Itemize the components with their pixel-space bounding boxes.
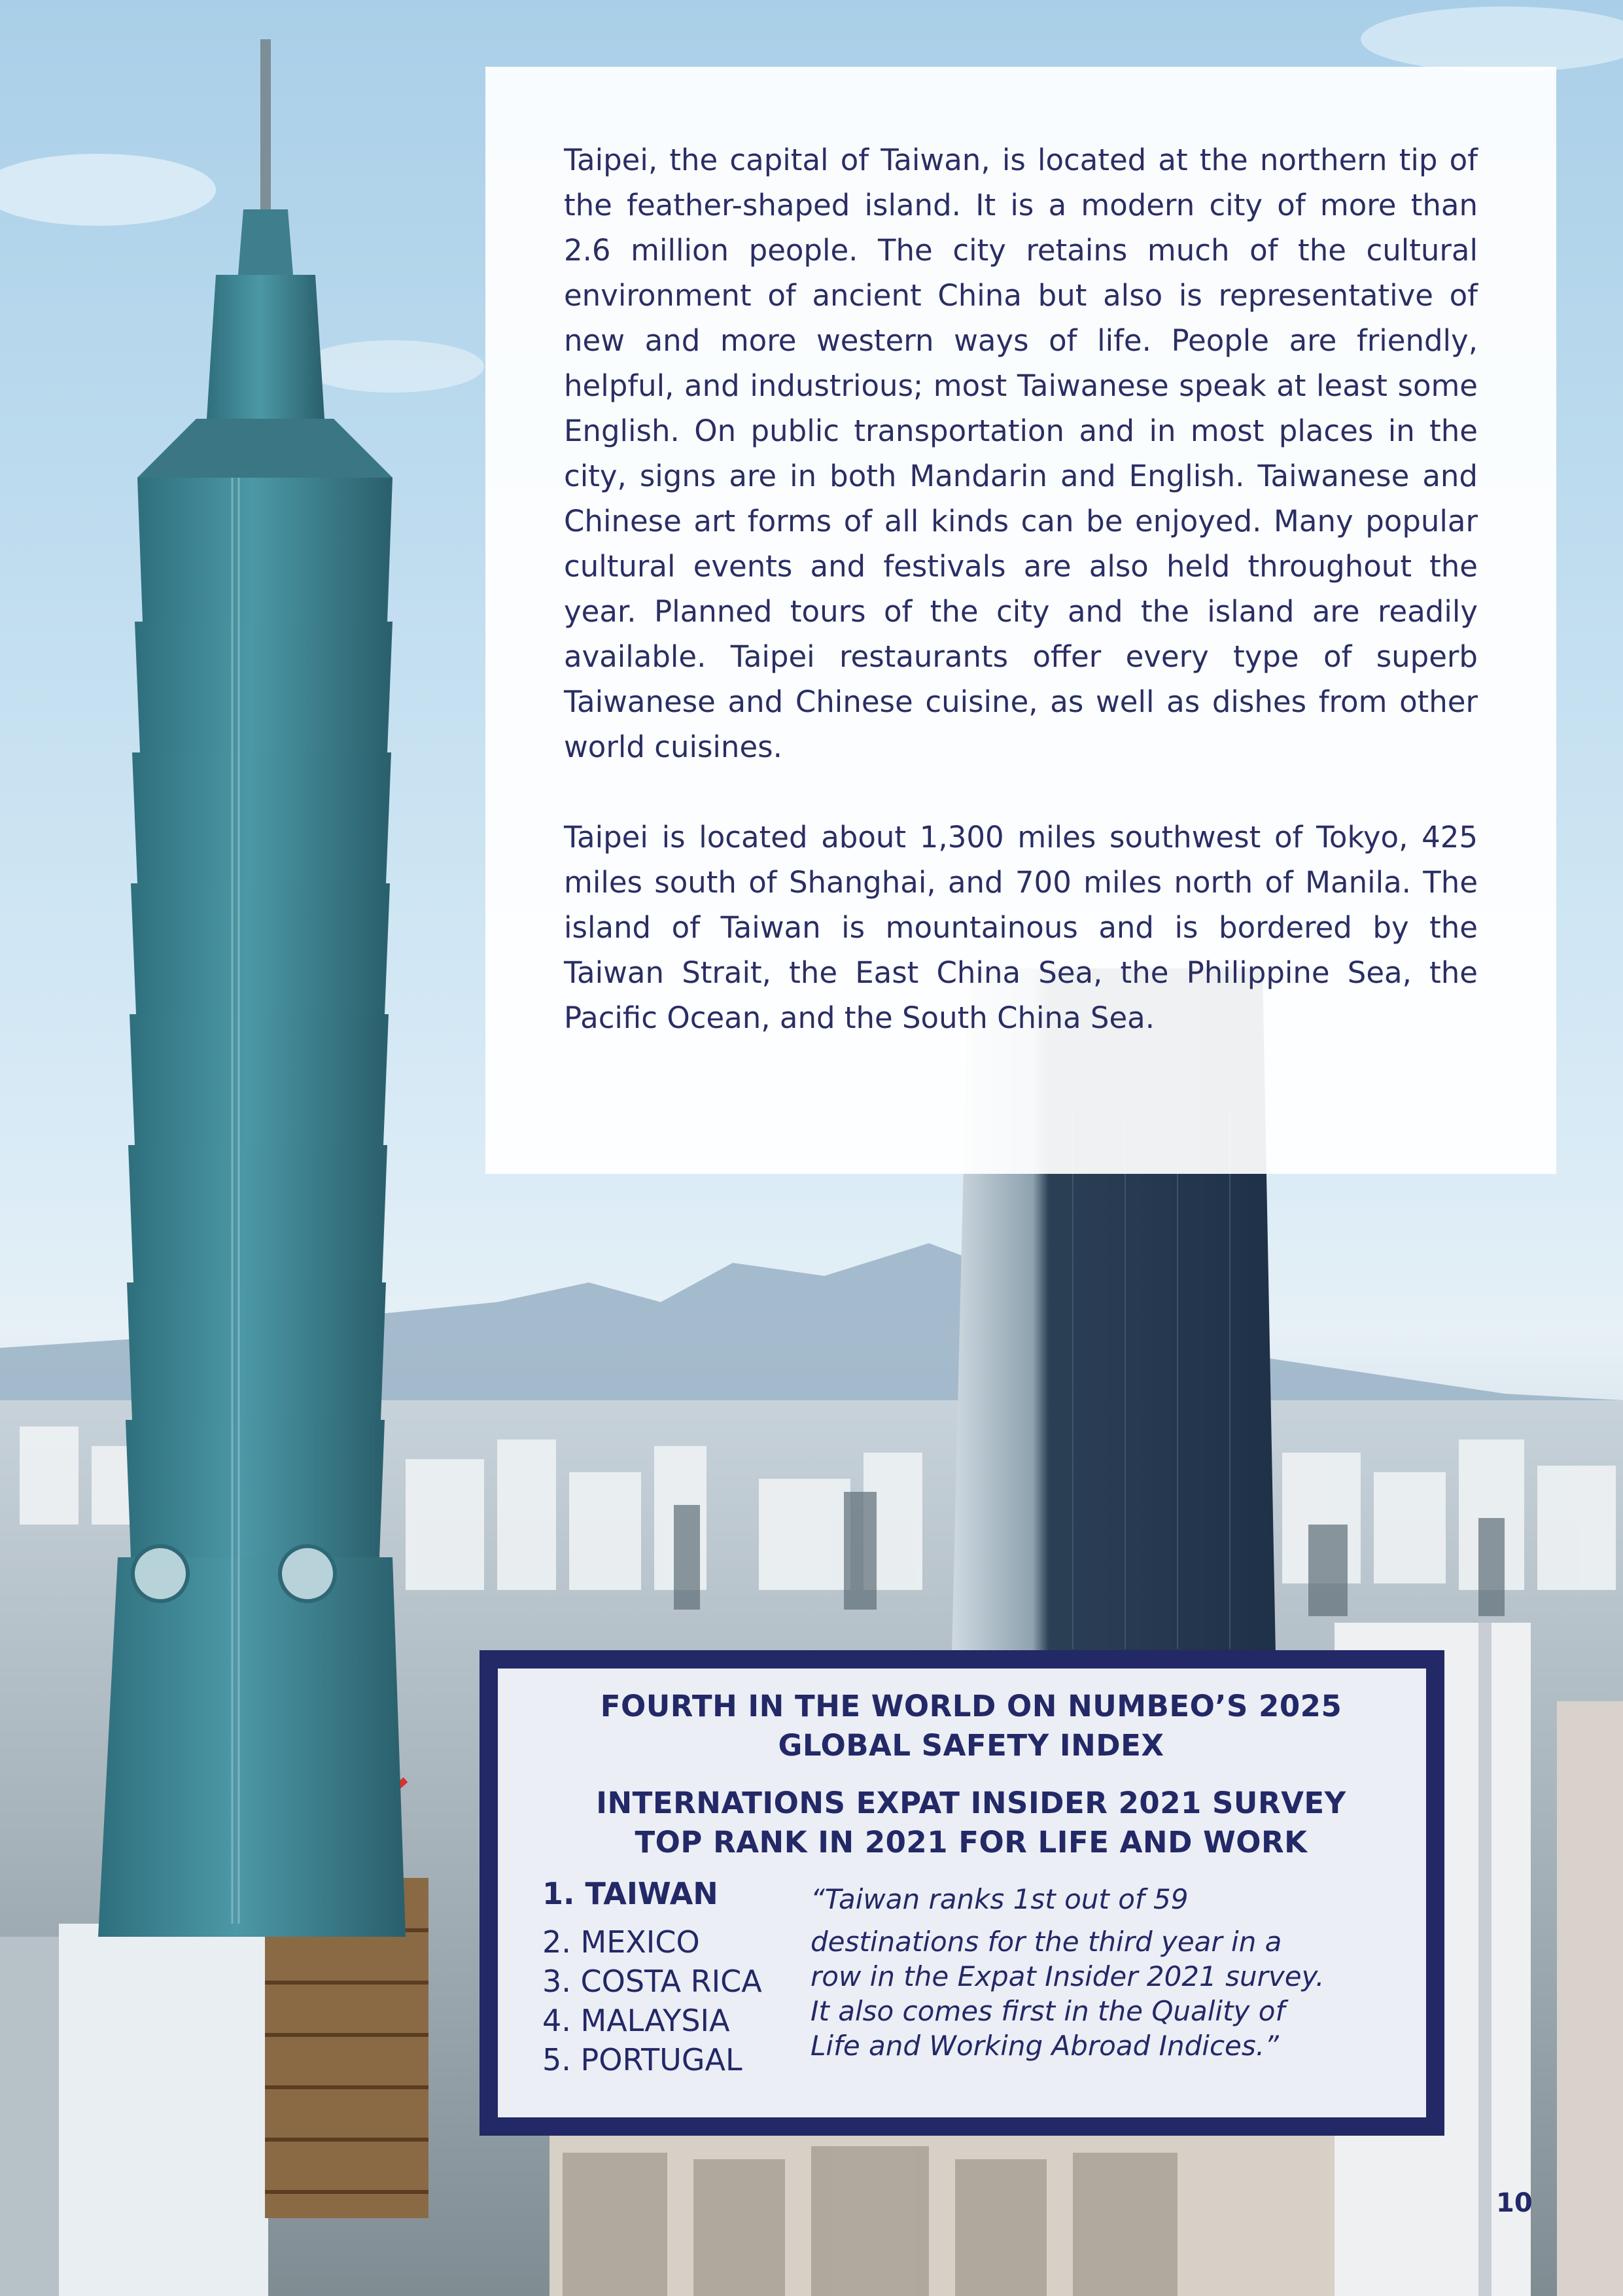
quote-line: It also comes first in the Quality of: [811, 1995, 1285, 2027]
ranking-item: 2. MEXICO: [542, 1924, 700, 1960]
safety-heading-line-2: GLOBAL SAFETY INDEX: [778, 1728, 1164, 1763]
ranking-item: 1. TAIWAN: [542, 1876, 718, 1911]
survey-quote: [811, 1882, 1419, 2063]
article-panel: [485, 67, 1556, 1174]
article-paragraph-1: Taipei, the capital of Taiwan, is located at the northern tip of the feather-shaped island. It is a modern city of more than 2.6 million people. The city retains much of the cultural environment of ancient China but also is representative of new and more western ways of life. People are friendly, helpful, and industrious; most Taiwanese speak at least some English. On public transportation and in most places in the city, signs are in both Mandarin and English. Taiwanese and Chinese art forms of all kinds can be enjoyed. Many popular cultural events and festivals are also held throughout the year. Planned tours of the city and the island are readily available. Taipei restaurants offer every type of superb Taiwanese and Chinese cuisine, as well as dishes from other world cuisines.: [564, 143, 1478, 764]
rankings-box: [480, 1650, 1444, 2136]
ranking-item: 5. PORTUGAL: [542, 2042, 742, 2077]
safety-heading-line-1: FOURTH IN THE WORLD ON NUMBEO’S 2025: [600, 1689, 1342, 1723]
expat-survey-heading: [542, 1784, 1400, 1862]
survey-heading-line-2: TOP RANK IN 2021 FOR LIFE AND WORK: [635, 1825, 1308, 1860]
quote-line: row in the Expat Insider 2021 survey.: [811, 1960, 1325, 1992]
rank-area: [542, 1874, 1400, 2090]
article-paragraph-2: Taipei is located about 1,300 miles southwest of Tokyo, 425 miles south of Shanghai, and 700 miles north of Manila. The island of Taiwan is mountainous and is bordered by the Taiwan Strait, the East China Sea, the Philippine Sea, the Pacific Ocean, and the South China Sea.: [564, 820, 1478, 1035]
ranking-list: [542, 1874, 811, 2079]
survey-heading-line-1: INTERNATIONS EXPAT INSIDER 2021 SURVEY: [596, 1786, 1346, 1820]
ranking-item: 4. MALAYSIA: [542, 2003, 730, 2038]
quote-line: Life and Working Abroad Indices.”: [811, 2030, 1279, 2062]
quote-line: destinations for the third year in a: [811, 1926, 1282, 1958]
safety-index-heading: [542, 1687, 1400, 1765]
page-number: 10: [1496, 2188, 1533, 2218]
ranking-item: 3. COSTA RICA: [542, 1964, 762, 1999]
quote-line: “Taiwan ranks 1st out of 59: [811, 1883, 1189, 1915]
